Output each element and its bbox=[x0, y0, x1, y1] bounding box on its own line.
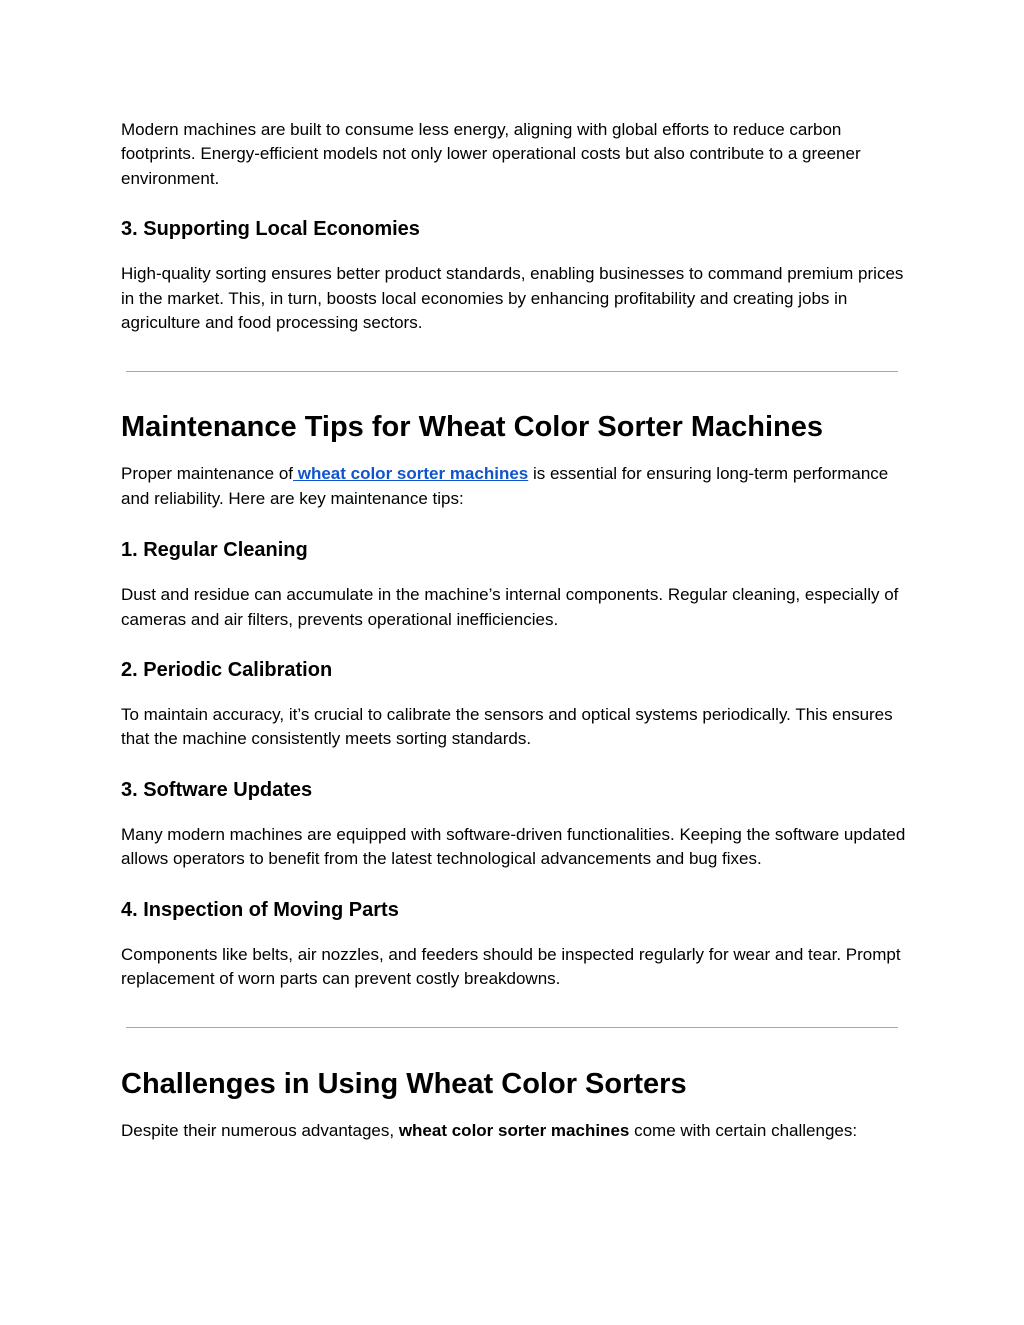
tip-heading-periodic-calibration: 2. Periodic Calibration bbox=[121, 659, 333, 682]
intro-paragraph: Modern machines are built to consume less energy, aligning with global efforts to reduce carbon footprints. Energy-efficient models not only lower operational costs but also contribute to a greener environment. bbox=[121, 120, 861, 188]
tip-text-software-updates: Many modern machines are equipped with software-driven functionalities. Keeping the software updated allows operators to benefit from the latest technological advancements and bug fixes. bbox=[121, 824, 906, 869]
tip-heading-regular-cleaning: 1. Regular Cleaning bbox=[121, 539, 308, 562]
tip-text-periodic-calibration: To maintain accuracy, it’s crucial to calibrate the sensors and optical systems periodically. This ensures that the machine consistently meets sorting standards. bbox=[121, 705, 893, 749]
tip-text-regular-cleaning: Dust and residue can accumulate in the machine’s internal components. Regular cleaning, especially of cameras and air filters, prevents operational inefficiencies. bbox=[121, 585, 899, 629]
maintenance-intro-paragraph bbox=[121, 462, 906, 511]
challenges-bold-term: wheat color sorter machines bbox=[398, 1120, 630, 1140]
maintenance-heading: Maintenance Tips for Wheat Color Sorter Machines bbox=[121, 411, 824, 444]
challenges-heading: Challenges in Using Wheat Color Sorters bbox=[121, 1067, 687, 1100]
challenges-intro-text: Despite their numerous advantages, bbox=[121, 1120, 399, 1140]
maintenance-intro-text-end: is essential for ensuring long-term performance and reliability. Here are key maintenance tips: bbox=[121, 464, 889, 508]
tip-heading-inspection-moving-parts: 4. Inspection of Moving Parts bbox=[121, 898, 399, 921]
challenges-intro-paragraph bbox=[121, 1119, 906, 1143]
document-page bbox=[121, 118, 906, 1143]
section-divider bbox=[126, 1027, 898, 1028]
section-heading-local-economies: 3. Supporting Local Economies bbox=[121, 218, 420, 241]
section-divider bbox=[126, 371, 898, 372]
tip-heading-software-updates: 3. Software Updates bbox=[121, 778, 313, 801]
maintenance-intro-text: Proper maintenance of bbox=[121, 464, 293, 484]
tip-text-inspection-moving-parts: Components like belts, air nozzles, and feeders should be inspected regularly for wear and tear. Prompt replacement of worn parts can prevent costly breakdowns. bbox=[121, 944, 901, 989]
wheat-color-sorter-link[interactable]: wheat color sorter machines bbox=[293, 464, 529, 484]
local-economies-paragraph: High-quality sorting ensures better product standards, enabling businesses to command premium prices in the market. This, in turn, boosts local economies by enhancing profitability and creating jobs in agriculture and food processing sectors. bbox=[121, 264, 904, 333]
challenges-intro-text-end: come with certain challenges: bbox=[629, 1120, 858, 1140]
